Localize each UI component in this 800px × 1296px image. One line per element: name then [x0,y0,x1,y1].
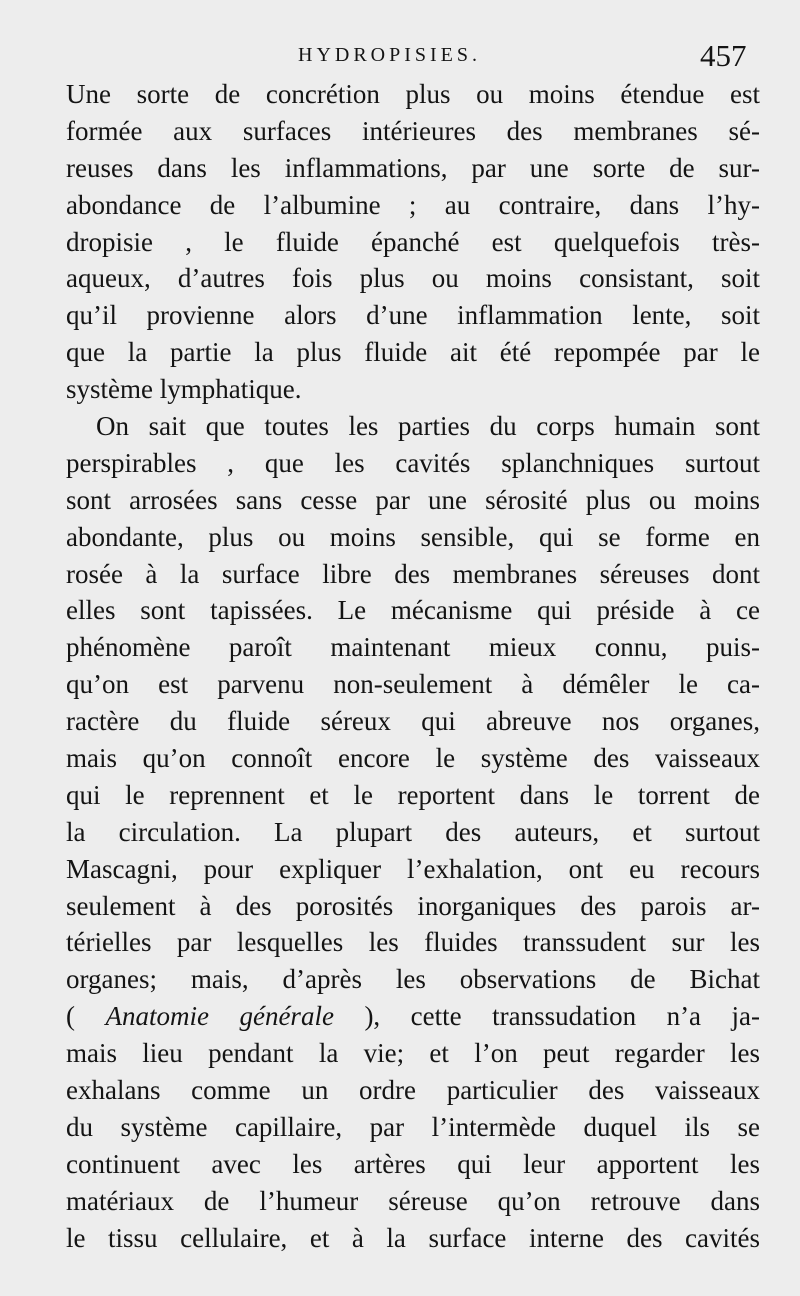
text-line: sont arrosées sans cesse par une sérosité plus ou moins [66,484,760,515]
text-line: organes; mais, d’après les observations de Bichat [66,964,760,995]
italic-work-title: Anatomie générale [105,1001,334,1032]
text-line: Mascagni, pour expliquer l’exhalation, ont eu recours [66,853,760,884]
running-head: HYDROPISIES. [298,44,482,66]
text-line: elles sont tapissées. Le mécanisme qui préside à ce [66,595,760,626]
paragraph-start-line: On sait que toutes les parties du corps humain sont [96,411,760,442]
text-line: abondance de l’albumine ; au contraire, dans l’hy- [66,189,760,220]
text-line: que la partie la plus fluide ait été repompée par le [66,337,760,368]
page-header [0,40,800,76]
paragraph-end-line: système lymphatique. [66,374,302,405]
text-line: qu’il provienne alors d’une inflammation lente, soit [66,300,760,331]
text-line: formée aux surfaces intérieures des membranes sé- [66,115,760,146]
text-line: la circulation. La plupart des auteurs, et surtout [66,816,760,847]
text-line: Une sorte de concrétion plus ou moins étendue est [66,79,760,109]
body-text [66,76,760,1257]
text-line: matériaux de l’humeur séreuse qu’on retrouve dans [66,1185,760,1216]
text-line: perspirables , que les cavités splanchniques surtout [66,447,760,478]
text-line: dropisie , le fluide épanché est quelquefois très- [66,226,760,257]
text-line: qui le reprennent et le reportent dans le torrent de [66,779,760,810]
text-line: phénomène paroît maintenant mieux connu, puis- [66,632,760,663]
text-line: reuses dans les inflammations, par une sorte de sur- [66,152,760,183]
text-line: continuent avec les artères qui leur apportent les [66,1148,760,1179]
text-line: abondante, plus ou moins sensible, qui se forme en [66,521,760,552]
text-line: qu’on est parvenu non-seulement à démêler le ca- [66,669,760,700]
citation-open: ( [66,1001,75,1032]
text-line: du système capillaire, par l’intermède duquel ils se [66,1111,760,1142]
text-line: seulement à des porosités inorganiques des parois ar- [66,890,760,921]
text-line: ractère du fluide séreux qui abreuve nos organes, [66,706,760,737]
text-line: rosée à la surface libre des membranes séreuses dont [66,558,760,589]
text-line: mais qu’on connoît encore le système des vaisseaux [66,743,760,774]
page-number: 457 [700,38,747,73]
text-line: aqueux, d’autres fois plus ou moins consistant, soit [66,263,760,294]
citation-line [66,998,760,1035]
citation-close: ), cette transsudation n’a ja- [364,1001,760,1032]
text-line: mais lieu pendant la vie; et l’on peut regarder les [66,1038,760,1069]
text-line: le tissu cellulaire, et à la surface interne des cavités [66,1222,760,1253]
text-line: exhalans comme un ordre particulier des vaisseaux [66,1075,760,1106]
text-line: térielles par lesquelles les fluides transsudent sur les [66,927,760,958]
